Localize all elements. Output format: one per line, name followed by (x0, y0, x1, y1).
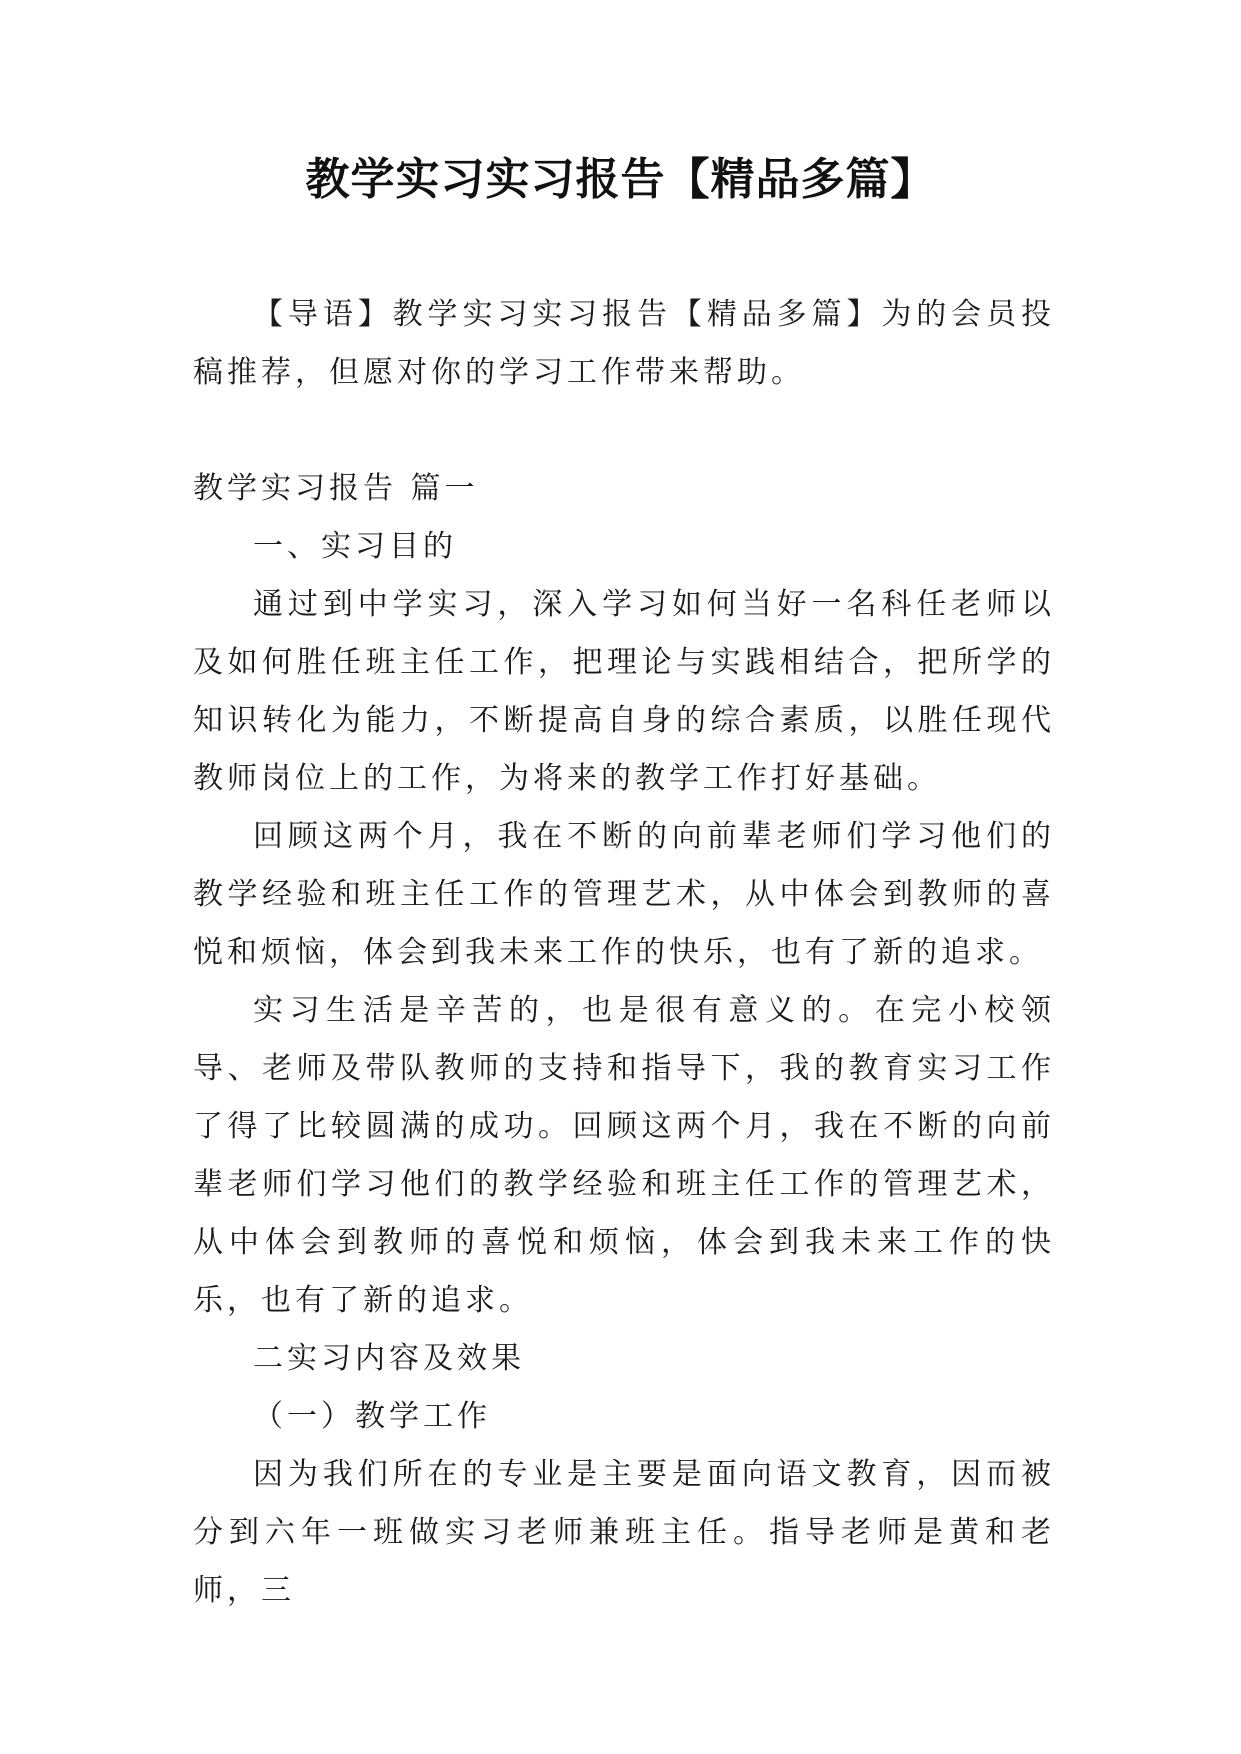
heading-teaching-work: （一）教学工作 (253, 1399, 491, 1434)
document-body (193, 286, 1055, 1620)
document-title: 教学实习实习报告【精品多篇】 (305, 154, 936, 205)
paragraph-review: 回顾这两个月，我在不断的向前辈老师们学习他们的教学经验和班主任工作的管理艺术，从中体会到教师的喜悦和烦恼，体会到我未来工作的快乐，也有了新的追求。 (193, 819, 1055, 970)
heading-content-effects: 二实习内容及效果 (253, 1341, 525, 1376)
section-title: 教学实习报告 篇一 (193, 471, 479, 506)
paragraph-teaching-work: 因为我们所在的专业是主要是面向语文教育，因而被分到六年一班做实习老师兼班主任。指导老师是黄和老师，三 (193, 1457, 1055, 1608)
paragraph-purpose: 通过到中学实习，深入学习如何当好一名科任老师以及如何胜任班主任工作，把理论与实践相结合，把所学的知识转化为能力，不断提高自身的综合素质，以胜任现代教师岗位上的工作，为将来的教学工作打好基础。 (193, 587, 1055, 796)
intro-paragraph: 【导语】教学实习实习报告【精品多篇】为的会员投稿推荐，但愿对你的学习工作带来帮助。 (193, 297, 1055, 390)
paragraph-internship-life: 实习生活是辛苦的，也是很有意义的。在完小校领导、老师及带队教师的支持和指导下，我的教育实习工作了得了比较圆满的成功。回顾这两个月，我在不断的向前辈老师们学习他们的教学经验和班主任工作的管理艺术，从中体会到教师的喜悦和烦恼，体会到我未来工作的快乐，也有了新的追求。 (193, 993, 1055, 1318)
heading-purpose: 一、实习目的 (253, 529, 457, 564)
